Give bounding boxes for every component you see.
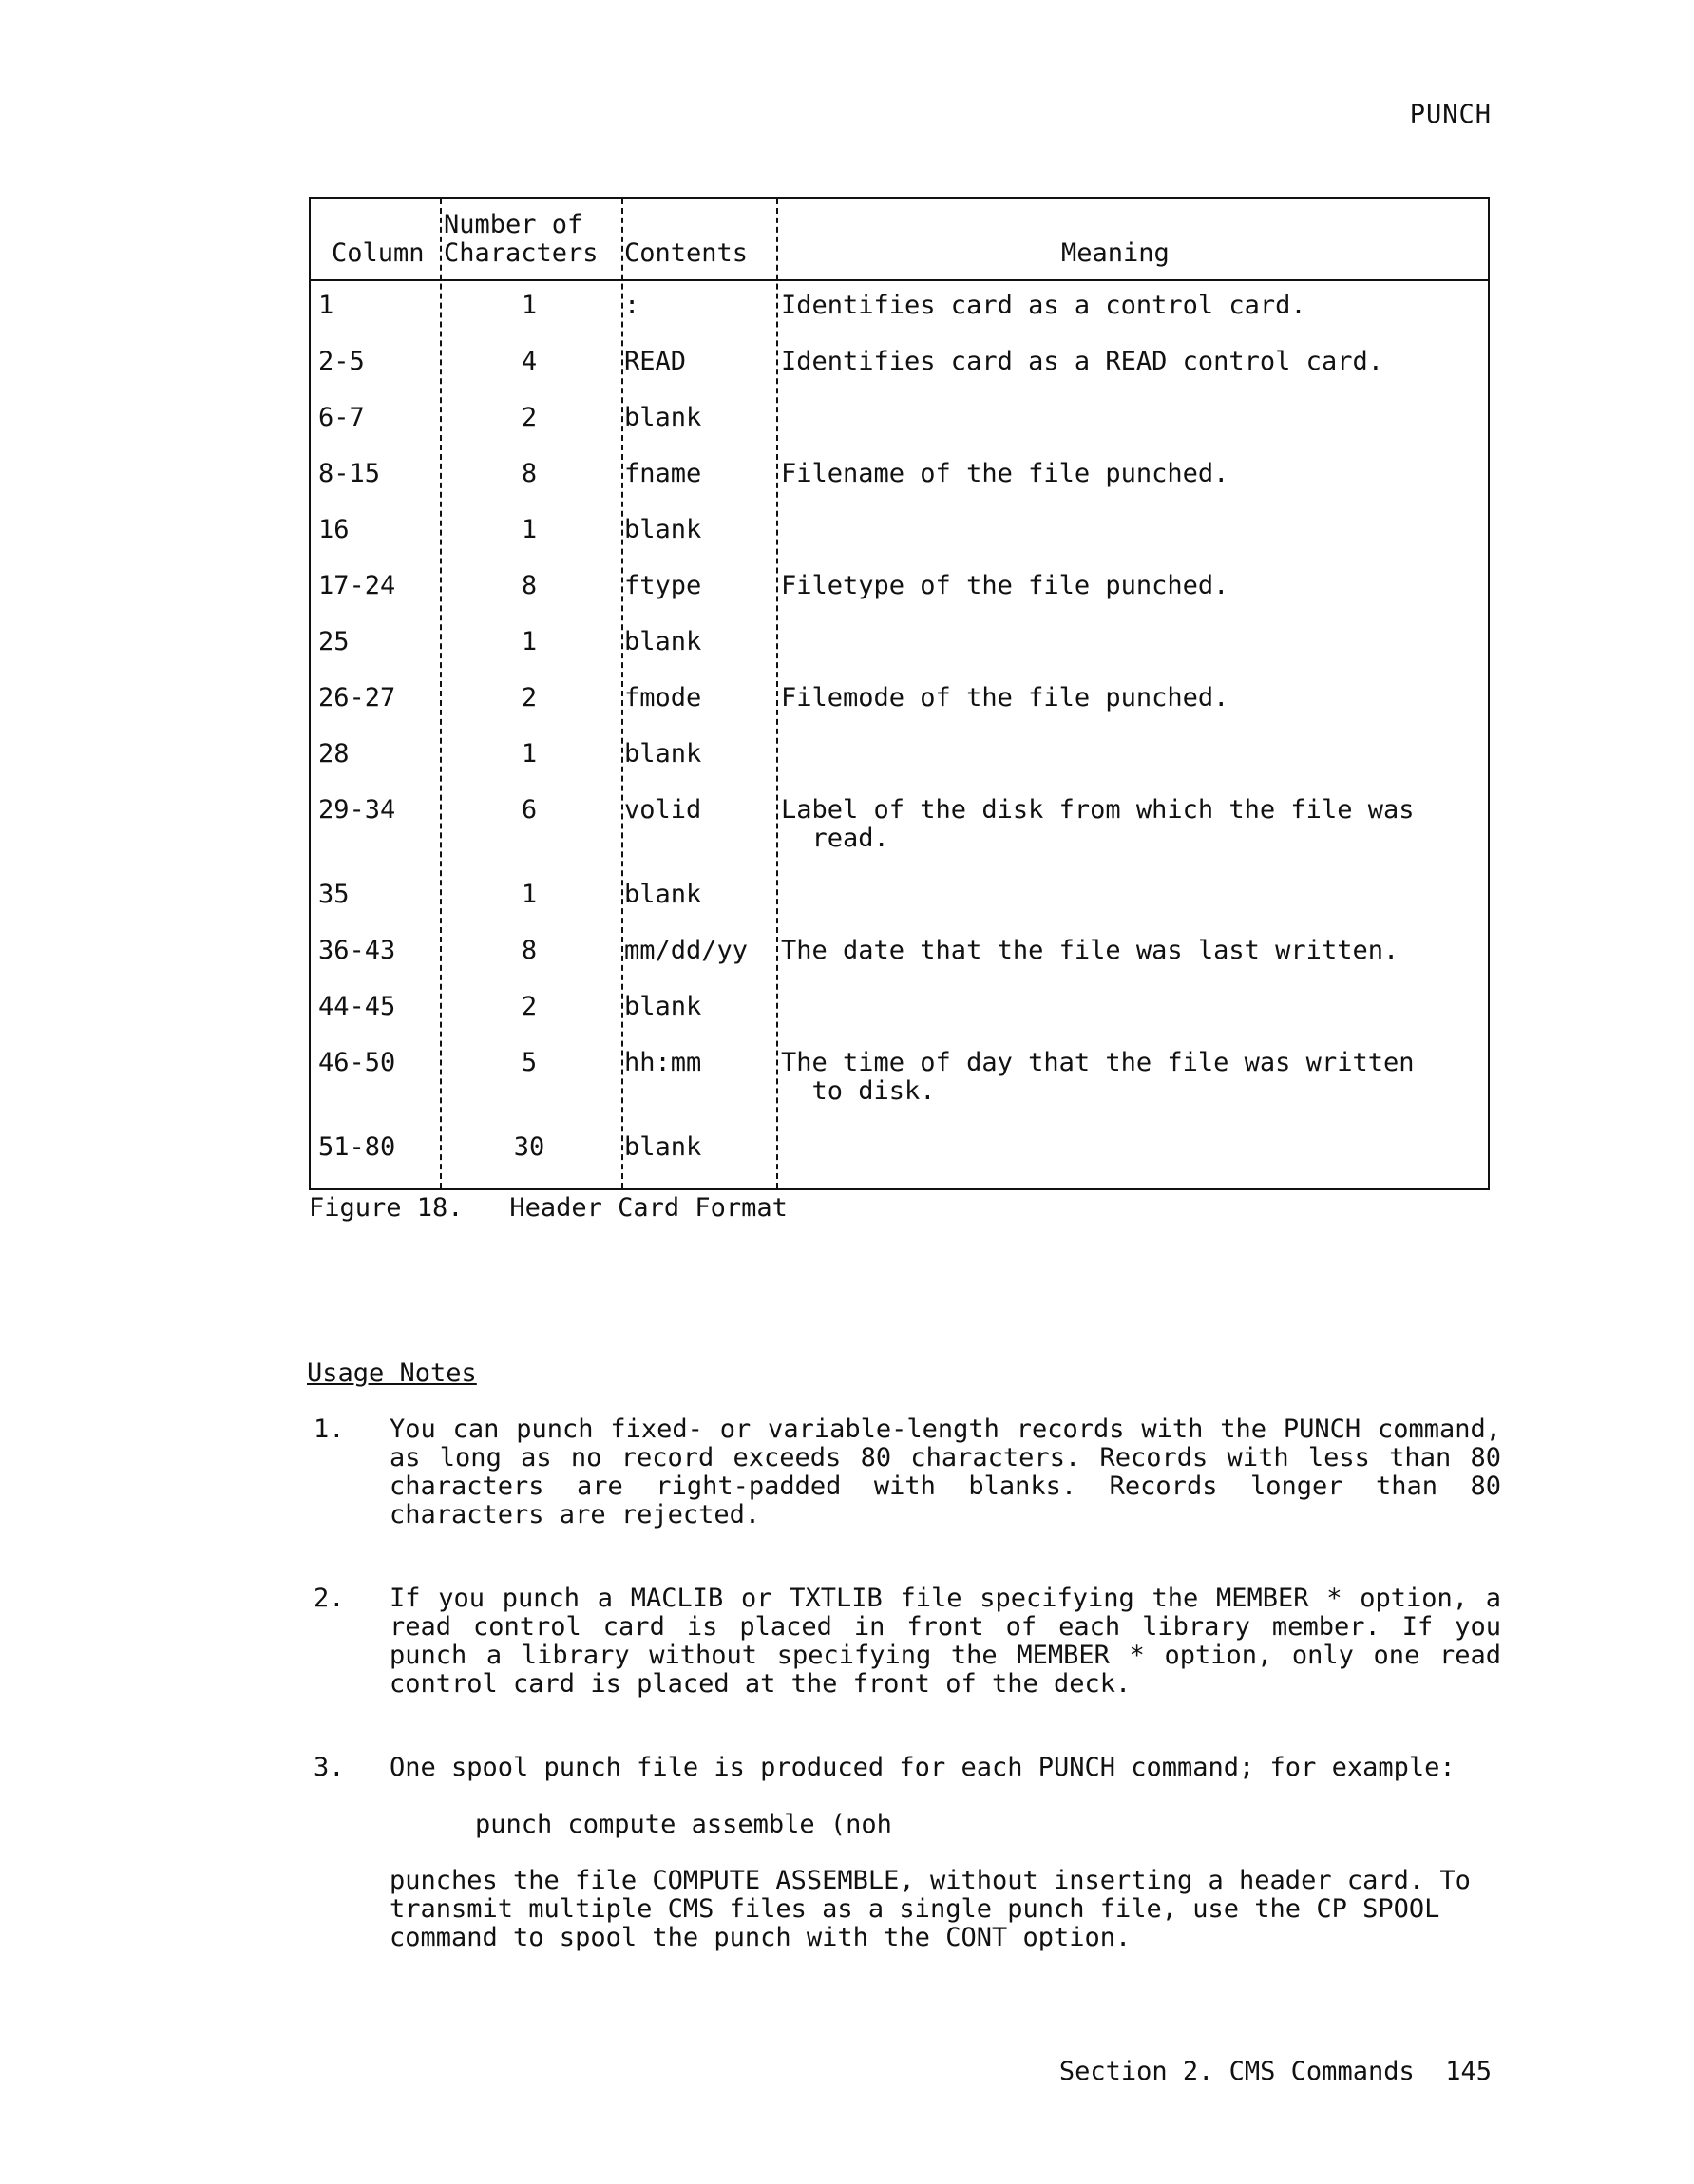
cell-characters: 1	[521, 739, 538, 769]
header-rule	[311, 279, 1488, 281]
cell-column: 35	[318, 880, 350, 909]
column-divider	[621, 199, 623, 1188]
example-explanation: punches the file COMPUTE ASSEMBLE, without inserting a header card. To transmit multiple CMS files as a single punch file, use the CP SPOOL command to spool the punch with the CONT option.	[390, 1866, 1471, 1952]
header-card-format-table	[309, 197, 1490, 1190]
note-text: If you punch a MACLIB or TXTLIB file specifying the MEMBER * option, a read control card is placed in front of each library member. If you punch a library without specifying the MEMBER * option, only one read control card is placed at the front of the deck.	[390, 1584, 1501, 1699]
cell-characters: 8	[521, 459, 538, 488]
cell-characters: 30	[513, 1132, 545, 1162]
usage-notes-title: Usage Notes	[307, 1358, 477, 1388]
cell-column: 17-24	[318, 571, 396, 600]
cell-characters: 5	[521, 1048, 538, 1077]
cell-column: 44-45	[318, 992, 396, 1021]
cell-column: 1	[318, 291, 334, 320]
cell-contents: :	[624, 291, 640, 320]
cell-characters: 1	[521, 515, 538, 544]
cell-column: 25	[318, 627, 350, 656]
cell-contents: blank	[624, 1132, 702, 1162]
cell-column: 29-34	[318, 795, 396, 825]
cell-meaning: Identifies card as a control card.	[781, 291, 1306, 320]
cell-contents: ftype	[624, 571, 702, 600]
cell-column: 51-80	[318, 1132, 396, 1162]
header-characters-line1: Number of	[444, 210, 583, 239]
cell-characters: 2	[521, 683, 538, 712]
cell-meaning: Identifies card as a READ control card.	[781, 347, 1383, 376]
example-command: punch compute assemble (noh	[475, 1810, 892, 1839]
running-head: PUNCH	[1409, 100, 1492, 129]
cell-contents: hh:mm	[624, 1048, 702, 1077]
cell-characters: 1	[521, 627, 538, 656]
cell-contents: blank	[624, 880, 702, 909]
cell-characters: 4	[521, 347, 538, 376]
figure-caption: Figure 18. Header Card Format	[309, 1193, 788, 1223]
column-divider	[776, 199, 778, 1188]
cell-contents: blank	[624, 627, 702, 656]
note-text: One spool punch file is produced for each PUNCH command; for example:	[390, 1753, 1456, 1782]
header-column: Column	[332, 238, 425, 268]
cell-characters: 6	[521, 795, 538, 825]
cell-contents: mm/dd/yy	[624, 936, 749, 965]
cell-characters: 8	[521, 571, 538, 600]
note-text: You can punch fixed- or variable-length records with the PUNCH command, as long as no record exceeds 80 characters. Records with less than 80 characters are right-padded with blanks. Records longer than 80 characters are rejected.	[390, 1415, 1501, 1529]
cell-meaning: Filemode of the file punched.	[781, 683, 1229, 712]
cell-contents: fname	[624, 459, 702, 488]
cell-contents: blank	[624, 515, 702, 544]
page-footer: Section 2. CMS Commands 145	[1058, 2057, 1492, 2086]
header-characters-line2: Characters	[444, 238, 599, 268]
cell-meaning: Label of the disk from which the file was read.	[781, 795, 1415, 853]
cell-column: 8-15	[318, 459, 381, 488]
header-meaning: Meaning	[1061, 238, 1170, 268]
cell-meaning: The time of day that the file was written to disk.	[781, 1048, 1415, 1106]
cell-column: 28	[318, 739, 350, 769]
cell-column: 2-5	[318, 347, 365, 376]
cell-column: 16	[318, 515, 350, 544]
cell-contents: blank	[624, 992, 702, 1021]
note-number: 2.	[314, 1584, 345, 1613]
cell-characters: 2	[521, 403, 538, 432]
cell-contents: fmode	[624, 683, 702, 712]
cell-characters: 8	[521, 936, 538, 965]
cell-contents: volid	[624, 795, 702, 825]
note-number: 3.	[314, 1753, 345, 1782]
cell-characters: 1	[521, 880, 538, 909]
cell-column: 26-27	[318, 683, 396, 712]
header-contents: Contents	[624, 238, 749, 268]
cell-column: 6-7	[318, 403, 365, 432]
cell-contents: blank	[624, 739, 702, 769]
cell-contents: blank	[624, 403, 702, 432]
cell-column: 36-43	[318, 936, 396, 965]
cell-meaning: The date that the file was last written.	[781, 936, 1399, 965]
cell-column: 46-50	[318, 1048, 396, 1077]
cell-characters: 2	[521, 992, 538, 1021]
column-divider	[440, 199, 442, 1188]
note-number: 1.	[314, 1415, 345, 1444]
cell-contents: READ	[624, 347, 687, 376]
cell-characters: 1	[521, 291, 538, 320]
cell-meaning: Filetype of the file punched.	[781, 571, 1229, 600]
cell-meaning: Filename of the file punched.	[781, 459, 1229, 488]
